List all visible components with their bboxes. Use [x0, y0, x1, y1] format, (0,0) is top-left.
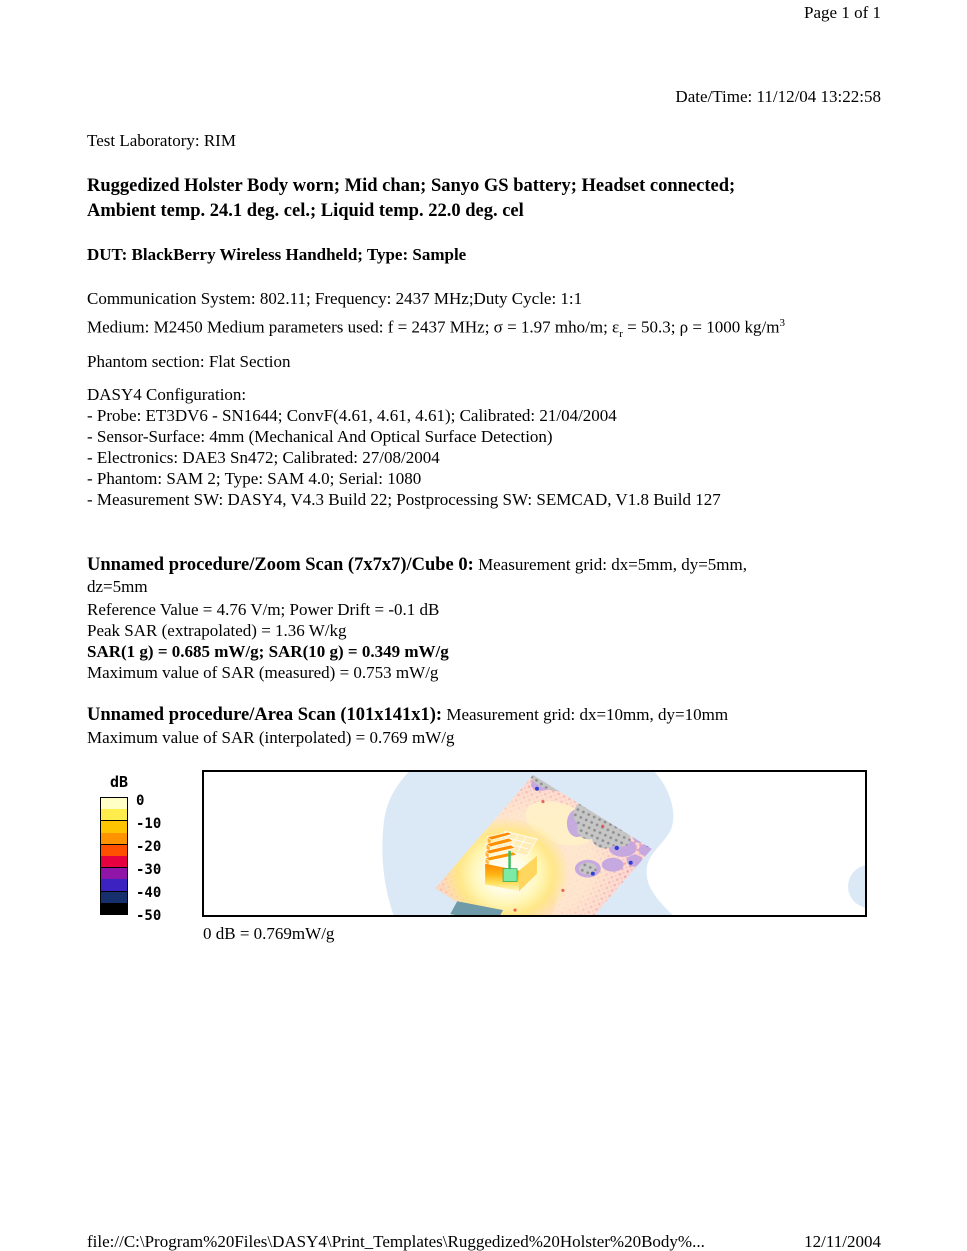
colorbar-band — [101, 879, 127, 891]
area-scan-section — [87, 704, 881, 748]
sar-result-line: SAR(1 g) = 0.685 mW/g; SAR(10 g) = 0.349 mW/g — [87, 642, 449, 661]
area-scan-heading-bold: Unnamed procedure/Area Scan (101x141x1): — [87, 705, 443, 725]
dut-line: DUT: BlackBerry Wireless Handheld; Type: Sample — [87, 245, 467, 264]
report-datetime: Date/Time: 11/12/04 13:22:58 — [675, 87, 881, 106]
phantom-section-line: Phantom section: Flat Section — [87, 352, 291, 372]
area-scan-plot-frame — [202, 770, 867, 917]
colorbar-tick-label: -40 — [136, 885, 162, 901]
config-item-electronics: - Electronics: DAE3 Sn472; Calibrated: 27/08/2004 — [87, 448, 440, 467]
max-measured-sar-line: Maximum value of SAR (measured) = 0.753 mW/g — [87, 663, 439, 682]
medium-text-middle: = 50.3; ρ = 1000 kg/m — [622, 317, 780, 337]
test-setup-block — [87, 288, 881, 372]
dasy4-configuration-block — [87, 384, 881, 510]
dasy4-config-heading: DASY4 Configuration: — [87, 385, 247, 404]
print-footer — [87, 1232, 881, 1251]
colorbar-band — [101, 856, 127, 868]
zoom-scan-heading — [87, 554, 881, 598]
plot-scale-caption: 0 dB = 0.769mW/g — [203, 924, 335, 943]
report-title-line2: Ambient temp. 24.1 deg. cel.; Liquid temp. 22.0 deg. cel — [87, 201, 524, 221]
report-title — [87, 174, 881, 224]
colorbar-band — [101, 798, 127, 809]
colorbar-tick-label: -50 — [136, 908, 162, 924]
reference-value-line: Reference Value = 4.76 V/m; Power Drift = -0.1 dB — [87, 600, 440, 619]
zoom-scan-section — [87, 554, 881, 683]
peak-sar-line: Peak SAR (extrapolated) = 1.36 W/kg — [87, 621, 347, 640]
config-item-measurement-sw: - Measurement SW: DASY4, V4.3 Build 22; Postprocessing SW: SEMCAD, V1.8 Build 127 — [87, 490, 721, 509]
colorbar-tick-label: -10 — [136, 816, 162, 832]
area-scan-grid-text: Measurement grid: dx=10mm, dy=10mm — [446, 705, 729, 724]
colorbar-tick-label: -30 — [136, 862, 162, 878]
colorbar-tick-label: -20 — [136, 839, 162, 855]
config-item-probe: - Probe: ET3DV6 - SN1644; ConvF(4.61, 4.61, 4.61); Calibrated: 21/04/2004 — [87, 406, 617, 425]
footer-file-path: file://C:\Program%20Files\DASY4\Print_Templates\Ruggedized%20Holster%20Body%... — [87, 1232, 705, 1251]
medium-text: Medium: M2450 Medium parameters used: f = 2437 MHz; σ = 1.97 mho/m; ε — [87, 317, 620, 337]
zoom-scan-grid-line2: dz=5mm — [87, 577, 148, 596]
config-item-phantom: - Phantom: SAM 2; Type: SAM 4.0; Serial: 1080 — [87, 469, 422, 488]
zoom-scan-grid-line1: Measurement grid: dx=5mm, dy=5mm, — [478, 555, 748, 574]
colorbar-band — [101, 833, 127, 845]
phantom-edge-blob — [848, 865, 865, 908]
test-laboratory: Test Laboratory: RIM — [87, 131, 236, 150]
communication-system-line: Communication System: 802.11; Frequency: 2437 MHz;Duty Cycle: 1:1 — [87, 289, 583, 308]
db-unit-label: dB — [110, 773, 129, 791]
footer-print-date: 12/11/2004 — [804, 1232, 881, 1251]
medium-parameters-line — [87, 313, 881, 345]
db-color-legend — [100, 773, 180, 923]
colorbar-band — [101, 868, 127, 879]
max-interpolated-sar-line: Maximum value of SAR (interpolated) = 0.769 mW/g — [87, 728, 455, 747]
sar-scan-visualization — [204, 772, 865, 915]
area-scan-heading — [87, 704, 881, 726]
kg-m3-superscript: 3 — [779, 317, 785, 329]
zoom-scan-heading-bold: Unnamed procedure/Zoom Scan (7x7x7)/Cube 0: — [87, 555, 474, 575]
colorbar-band — [101, 821, 127, 832]
colorbar-band — [101, 903, 127, 914]
colorbar-band — [101, 892, 127, 903]
db-colorbar — [100, 797, 128, 915]
report-title-line1: Ruggedized Holster Body worn; Mid chan; Sanyo GS battery; Headset connected; — [87, 176, 736, 196]
page-number: Page 1 of 1 — [804, 3, 881, 22]
config-item-sensor-surface: - Sensor-Surface: 4mm (Mechanical And Optical Surface Detection) — [87, 427, 553, 446]
colorbar-tick-label: 0 — [136, 793, 145, 809]
epsilon-subscript: r — [619, 328, 623, 341]
colorbar-band — [101, 809, 127, 821]
probe-target-marker — [503, 869, 517, 882]
db-tick-labels — [136, 773, 180, 923]
colorbar-band — [101, 845, 127, 856]
